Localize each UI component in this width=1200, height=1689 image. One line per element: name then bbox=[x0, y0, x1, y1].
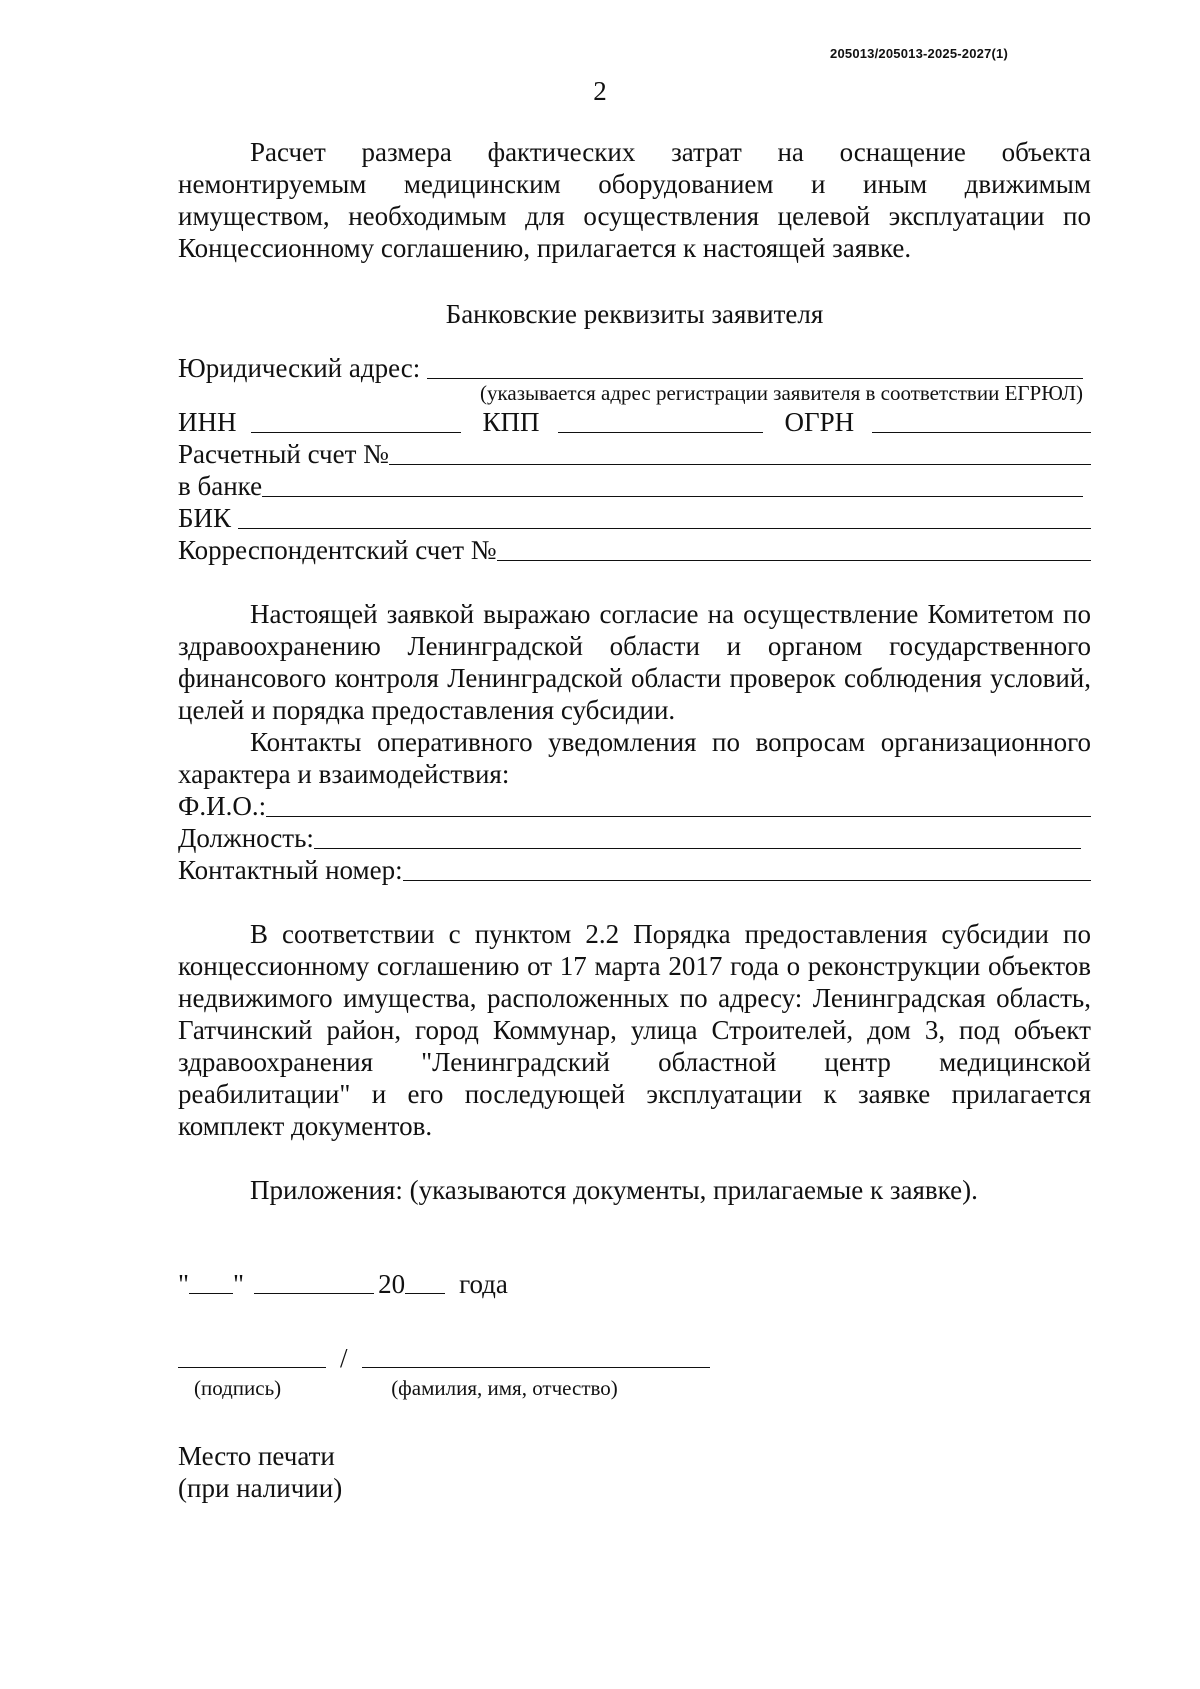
stamp-place-label: Место печати bbox=[178, 1441, 335, 1471]
page-number: 2 bbox=[593, 76, 607, 106]
sign-caption: (подпись) bbox=[194, 1376, 282, 1400]
date-year-prefix: 20 bbox=[378, 1269, 406, 1299]
kpp-field[interactable] bbox=[558, 432, 763, 433]
phone-label: Контактный номер: bbox=[178, 855, 403, 885]
inn-field[interactable] bbox=[251, 432, 461, 433]
date-quote-close: " bbox=[233, 1269, 245, 1299]
intro-paragraph: Расчет размера фактических затрат на оснащение объекта немонтируемым медицинским оборудованием и иным движимым имуществом, необходимым для осуществления целевой эксплуатации по Концессионному соглашению, прилагается к настоящей заявке. bbox=[178, 137, 1091, 263]
position-row bbox=[178, 822, 1091, 854]
legal-address-field[interactable] bbox=[427, 378, 1083, 379]
account-row bbox=[178, 438, 1091, 470]
inn-kpp-ogrn-row bbox=[178, 406, 1091, 438]
bik-field[interactable] bbox=[238, 528, 1091, 529]
date-quote-open: " bbox=[178, 1269, 190, 1299]
corr-account-label: Корреспондентский счет № bbox=[178, 535, 497, 565]
corr-account-row bbox=[178, 534, 1091, 566]
date-day-field[interactable] bbox=[189, 1293, 233, 1294]
bank-heading: Банковские реквизиты заявителя bbox=[445, 299, 824, 329]
attachments-paragraph: В соответствии с пунктом 2.2 Порядка предоставления субсидии по концессионному соглашению от 17 марта 2017 года о реконструкции объектов недвижимого имущества, расположенных по адресу: Ленинградская область, Гатчинский район, город Коммунар, улица Строителей, дом 3, под объект здравоохранения "Ленинградский областной центр медицинской реабилитации" и его последующей эксплуатации к заявке прилагается комплект документов. bbox=[178, 919, 1091, 1141]
phone-row bbox=[178, 854, 1091, 886]
document-id: 205013/205013-2025-2027(1) bbox=[830, 46, 1008, 61]
inn-label: ИНН bbox=[178, 407, 237, 437]
fio-label: Ф.И.О.: bbox=[178, 791, 267, 821]
signature-line bbox=[178, 1344, 1091, 1374]
corr-account-field[interactable] bbox=[497, 560, 1091, 561]
name-caption: (фамилия, имя, отчество) bbox=[391, 1376, 618, 1400]
full-name-field[interactable] bbox=[362, 1367, 710, 1368]
account-label: Расчетный счет № bbox=[178, 439, 389, 469]
ogrn-field[interactable] bbox=[872, 432, 1091, 433]
legal-address-label: Юридический адрес: bbox=[178, 353, 427, 383]
fio-field[interactable] bbox=[266, 816, 1091, 817]
bank-name-field[interactable] bbox=[262, 496, 1083, 497]
position-field[interactable] bbox=[314, 848, 1081, 849]
contacts-intro: Контакты оперативного уведомления по вопросам организационного характера и взаимодействия: bbox=[178, 727, 1091, 789]
legal-address-hint: (указывается адрес регистрации заявителя в соответствии ЕГРЮЛ) bbox=[480, 381, 1083, 405]
bik-label: БИК bbox=[178, 503, 238, 533]
signature-separator: / bbox=[340, 1343, 348, 1373]
signature-field[interactable] bbox=[178, 1367, 326, 1368]
bank-name-label: в банке bbox=[178, 471, 263, 501]
signature-captions bbox=[178, 1374, 1091, 1402]
phone-field[interactable] bbox=[403, 880, 1091, 881]
kpp-label: КПП bbox=[482, 407, 540, 437]
bik-row bbox=[178, 502, 1091, 534]
appendix-line: Приложения: (указываются документы, прилагаемые к заявке). bbox=[250, 1175, 978, 1205]
date-line bbox=[178, 1264, 1091, 1300]
date-year-suffix: года bbox=[459, 1269, 508, 1299]
date-year-field[interactable] bbox=[405, 1293, 445, 1294]
ogrn-label: ОГРН bbox=[784, 407, 855, 437]
fio-row bbox=[178, 790, 1091, 822]
position-label: Должность: bbox=[178, 823, 314, 853]
document-body bbox=[178, 136, 1091, 1504]
stamp-place-note: (при наличии) bbox=[178, 1473, 343, 1503]
account-field[interactable] bbox=[389, 464, 1091, 465]
consent-paragraph: Настоящей заявкой выражаю согласие на осуществление Комитетом по здравоохранению Ленинградской области и органом государственного финансового контроля Ленинградской области проверок соблюдения условий, целей и порядка предоставления субсидии. bbox=[178, 599, 1091, 725]
bank-name-row bbox=[178, 470, 1091, 502]
date-month-field[interactable] bbox=[254, 1293, 374, 1294]
